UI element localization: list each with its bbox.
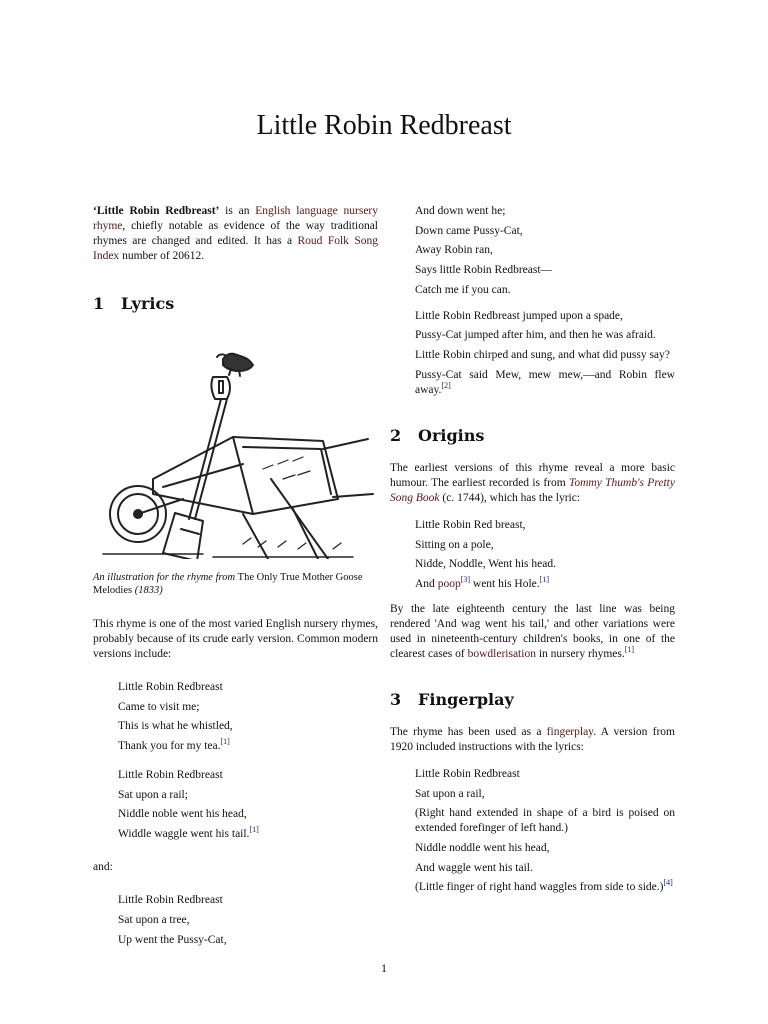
verse-line-text: And	[415, 577, 438, 590]
verse-line: Catch me if you can.	[415, 283, 511, 296]
intro-text: , chiefly notable as evidence of the way traditional rhymes are changed and edited. It has a	[93, 220, 378, 247]
verse-5	[415, 518, 675, 592]
verse-6	[415, 767, 675, 895]
verse-line-text: Pussy-Cat said Mew, mew mew,—and Robin flew away.	[415, 368, 675, 396]
intro-text: is an	[219, 205, 256, 217]
page-number: 1	[381, 961, 387, 975]
right-column	[390, 204, 675, 900]
verse-line: And waggle went his tail.	[415, 861, 533, 874]
and-text: and:	[93, 861, 113, 874]
verse-line: Down came Pussy-Cat,	[415, 224, 523, 237]
verse-line: This is what he whistled,	[118, 720, 233, 733]
verse-2	[118, 768, 378, 842]
verse-line: Up went the Pussy-Cat,	[118, 933, 227, 946]
verse-line: Little Robin Redbreast jumped upon a spade,	[415, 309, 623, 322]
section-heading-fingerplay	[390, 689, 675, 709]
verse-line: Little Robin Redbreast	[118, 681, 223, 693]
verse-line: And down went he;	[415, 205, 506, 217]
citation-ref[interactable]: [1]	[249, 825, 259, 835]
verse-line	[118, 739, 378, 754]
verse-line: Little Robin Redbreast	[118, 769, 223, 782]
fingerplay-text: The rhyme has been used as a	[390, 725, 547, 738]
section-number: 3	[390, 689, 402, 709]
link-roud-folk-song-index[interactable]: Roud Folk Song Index	[93, 235, 378, 262]
verse-line-text: (Little finger of right hand waggles from side to side.)	[415, 881, 664, 894]
verse-line-text: Thank you for my tea.	[118, 740, 221, 753]
section-heading-origins	[390, 425, 675, 445]
verse-line-text: Widdle waggle went his tail.	[118, 828, 250, 841]
verse-line: (Right hand extended in shape of a bird is poised on extended forefinger of left hand.)	[415, 807, 675, 835]
link-bowdlerisation[interactable]: bowdlerisation	[467, 647, 536, 660]
wheelbarrow-robin-illustration	[93, 329, 378, 559]
verse-line: Niddle noble went his head,	[118, 808, 247, 821]
wheelbarrow-icon	[93, 329, 378, 559]
verse-line: Little Robin Redbreast	[415, 767, 520, 780]
origins-text: The earliest versions of this rhyme reveal a more basic humour. The earliest recorded is from	[390, 461, 675, 489]
verse-line: Sat upon a rail,	[415, 787, 485, 800]
verse-line: Away Robin ran,	[415, 244, 493, 257]
origins-paragraph-2	[390, 602, 675, 662]
citation-ref[interactable]: [2]	[441, 380, 451, 390]
caption-year: (1833)	[132, 585, 163, 596]
fingerplay-text: . A version from 1920 included instructions with the lyrics:	[390, 725, 675, 753]
intro-text: number of 20612.	[119, 250, 205, 262]
link-tommy-thumbs-pretty-song-book[interactable]: Tommy Thumb's Pretty Song Book	[390, 476, 675, 504]
verse-line: Came to visit me;	[118, 700, 200, 713]
verse-line	[415, 880, 675, 895]
verse-line-text: went his Hole.	[470, 577, 540, 590]
verse-line: Sat upon a tree,	[118, 913, 190, 926]
section-title: Origins	[418, 425, 485, 445]
verse-line: Sitting on a pole,	[415, 538, 494, 551]
citation-ref[interactable]: [1]	[220, 737, 230, 747]
verse-line: Nidde, Noddle, Went his head.	[415, 558, 556, 571]
origins-text: By the late eighteenth century the last line was being rendered 'And wag went his tail,' and other variations were used in nineteenth-century children's books, in one of the clearest cases of	[390, 602, 675, 660]
lyrics-intro-paragraph: This rhyme is one of the most varied English nursery rhymes, probably because of its crude early version. Common modern versions include:	[93, 618, 378, 660]
section-heading-lyrics	[93, 296, 378, 311]
verse-3-end	[415, 204, 675, 298]
verse-1	[118, 680, 378, 754]
verse-line	[415, 577, 675, 592]
origins-text: (c. 1744), which has the lyric:	[439, 491, 581, 504]
verse-4	[415, 309, 675, 398]
verse-3-start	[118, 893, 378, 947]
section-title: Lyrics	[121, 294, 175, 313]
origins-paragraph-1	[390, 461, 675, 506]
intro-bold-title: ‘Little Robin Redbreast’	[93, 205, 220, 217]
verse-line: Says little Robin Redbreast—	[415, 264, 553, 277]
section-number: 2	[390, 425, 402, 445]
link-fingerplay[interactable]: fingerplay	[546, 725, 594, 738]
verse-line: Little Robin chirped and sung, and what did pussy say?	[415, 349, 670, 362]
verse-line: Sat upon a rail;	[118, 788, 188, 801]
verse-line: Pussy-Cat jumped after him, and then he was afraid.	[415, 329, 656, 342]
figure-caption	[93, 571, 378, 597]
origins-text: in nursery rhymes.	[535, 647, 625, 660]
citation-ref[interactable]: [1]	[624, 645, 635, 655]
caption-text: An illustration for the rhyme from	[93, 572, 238, 583]
left-column	[93, 204, 378, 952]
verse-line: Niddle noddle went his head,	[415, 841, 550, 854]
page-title: Little Robin Redbreast	[256, 110, 512, 141]
citation-ref[interactable]: [3]	[460, 575, 471, 585]
fingerplay-paragraph	[390, 725, 675, 755]
verse-line	[415, 368, 675, 398]
citation-ref[interactable]: [1]	[539, 575, 549, 585]
link-poop[interactable]: poop	[437, 577, 461, 590]
section-number: 1	[93, 294, 105, 313]
link-english-nursery-rhyme[interactable]: English language nursery rhyme	[93, 205, 379, 232]
intro-paragraph	[93, 204, 378, 264]
verse-line: Little Robin Red breast,	[415, 518, 526, 531]
section-title: Fingerplay	[418, 689, 514, 709]
citation-ref[interactable]: [4]	[663, 878, 673, 888]
verse-line: Little Robin Redbreast	[118, 894, 223, 907]
verse-line	[118, 827, 378, 842]
caption-book-title: The Only True Mother Goose Melodies	[93, 572, 363, 596]
